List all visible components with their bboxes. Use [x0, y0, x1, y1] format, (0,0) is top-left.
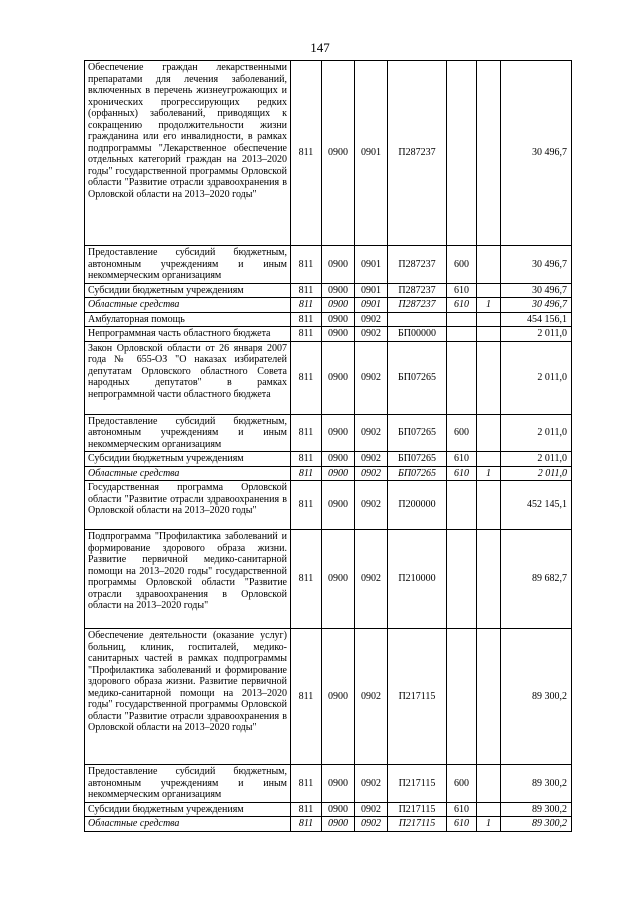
- expense-type-code-cell: 610: [447, 817, 477, 832]
- section-code-cell: 0900: [322, 283, 355, 298]
- row-name-cell: Субсидии бюджетным учреждениям: [85, 283, 291, 298]
- subsection-code-cell: 0902: [355, 312, 388, 327]
- row-name-cell: Непрограммная часть областного бюджета: [85, 327, 291, 342]
- subsection-code-cell: 0902: [355, 765, 388, 803]
- target-article-code-cell: П217115: [388, 817, 447, 832]
- table-row: [85, 246, 572, 284]
- amount-cell: 89 300,2: [501, 802, 572, 817]
- section-code-cell: 0900: [322, 802, 355, 817]
- row-name-cell: Субсидии бюджетным учреждениям: [85, 452, 291, 467]
- funding-source-code-cell: 1: [477, 466, 501, 481]
- target-article-code-cell: БП00000: [388, 327, 447, 342]
- funding-source-code-cell: [477, 341, 501, 414]
- row-name-cell: Предоставление субсидий бюджетным, автономным учреждениям и иным некоммерческим организациям: [85, 246, 291, 284]
- target-article-code-cell: П217115: [388, 629, 447, 765]
- budget-table: [84, 60, 572, 832]
- admin-code-cell: 811: [291, 466, 322, 481]
- target-article-code-cell: БП07265: [388, 414, 447, 452]
- funding-source-code-cell: [477, 481, 501, 530]
- amount-cell: 89 682,7: [501, 530, 572, 629]
- amount-cell: 2 011,0: [501, 414, 572, 452]
- admin-code-cell: 811: [291, 629, 322, 765]
- admin-code-cell: 811: [291, 802, 322, 817]
- subsection-code-cell: 0902: [355, 629, 388, 765]
- subsection-code-cell: 0902: [355, 414, 388, 452]
- table-row: [85, 765, 572, 803]
- row-name-cell: Субсидии бюджетным учреждениям: [85, 802, 291, 817]
- admin-code-cell: 811: [291, 246, 322, 284]
- admin-code-cell: 811: [291, 283, 322, 298]
- admin-code-cell: 811: [291, 817, 322, 832]
- funding-source-code-cell: [477, 765, 501, 803]
- amount-cell: 30 496,7: [501, 283, 572, 298]
- amount-cell: 2 011,0: [501, 341, 572, 414]
- target-article-code-cell: П200000: [388, 481, 447, 530]
- table-row: [85, 452, 572, 467]
- amount-cell: 89 300,2: [501, 629, 572, 765]
- subsection-code-cell: 0902: [355, 327, 388, 342]
- subsection-code-cell: 0902: [355, 817, 388, 832]
- section-code-cell: 0900: [322, 466, 355, 481]
- admin-code-cell: 811: [291, 312, 322, 327]
- target-article-code-cell: П287237: [388, 61, 447, 246]
- table-row: [85, 283, 572, 298]
- table-row: [85, 629, 572, 765]
- section-code-cell: 0900: [322, 481, 355, 530]
- expense-type-code-cell: [447, 61, 477, 246]
- amount-cell: 454 156,1: [501, 312, 572, 327]
- target-article-code-cell: П217115: [388, 802, 447, 817]
- expense-type-code-cell: [447, 327, 477, 342]
- table-row: [85, 341, 572, 414]
- funding-source-code-cell: [477, 530, 501, 629]
- expense-type-code-cell: 600: [447, 246, 477, 284]
- section-code-cell: 0900: [322, 341, 355, 414]
- section-code-cell: 0900: [322, 312, 355, 327]
- row-name-cell: Закон Орловской области от 26 января 2007 года № 655-ОЗ "О наказах избирателей депутатам Орловского областного Совета народных депутатов" в рамках непрограммной части областного бюджета: [85, 341, 291, 414]
- admin-code-cell: 811: [291, 327, 322, 342]
- table-row: [85, 312, 572, 327]
- amount-cell: 452 145,1: [501, 481, 572, 530]
- subsection-code-cell: 0901: [355, 298, 388, 313]
- expense-type-code-cell: [447, 530, 477, 629]
- amount-cell: 30 496,7: [501, 298, 572, 313]
- section-code-cell: 0900: [322, 298, 355, 313]
- amount-cell: 89 300,2: [501, 765, 572, 803]
- subsection-code-cell: 0901: [355, 61, 388, 246]
- expense-type-code-cell: 600: [447, 765, 477, 803]
- admin-code-cell: 811: [291, 298, 322, 313]
- funding-source-code-cell: [477, 246, 501, 284]
- expense-type-code-cell: [447, 481, 477, 530]
- funding-source-code-cell: 1: [477, 817, 501, 832]
- expense-type-code-cell: 610: [447, 298, 477, 313]
- target-article-code-cell: БП07265: [388, 341, 447, 414]
- target-article-code-cell: П210000: [388, 530, 447, 629]
- section-code-cell: 0900: [322, 61, 355, 246]
- section-code-cell: 0900: [322, 817, 355, 832]
- page-number: 147: [310, 40, 330, 55]
- target-article-code-cell: БП07265: [388, 466, 447, 481]
- target-article-code-cell: П287237: [388, 298, 447, 313]
- row-name-cell: Предоставление субсидий бюджетным, автономным учреждениям и иным некоммерческим организациям: [85, 765, 291, 803]
- expense-type-code-cell: 610: [447, 283, 477, 298]
- amount-cell: 2 011,0: [501, 466, 572, 481]
- admin-code-cell: 811: [291, 341, 322, 414]
- funding-source-code-cell: [477, 414, 501, 452]
- row-name-cell: Государственная программа Орловской области "Развитие отрасли здравоохранения в Орловской области на 2013–2020 годы": [85, 481, 291, 530]
- section-code-cell: 0900: [322, 452, 355, 467]
- section-code-cell: 0900: [322, 327, 355, 342]
- admin-code-cell: 811: [291, 530, 322, 629]
- expense-type-code-cell: 600: [447, 414, 477, 452]
- row-name-cell: Амбулаторная помощь: [85, 312, 291, 327]
- funding-source-code-cell: [477, 629, 501, 765]
- target-article-code-cell: БП07265: [388, 452, 447, 467]
- row-name-cell: Областные средства: [85, 817, 291, 832]
- subsection-code-cell: 0902: [355, 341, 388, 414]
- funding-source-code-cell: [477, 452, 501, 467]
- funding-source-code-cell: [477, 283, 501, 298]
- expense-type-code-cell: 610: [447, 802, 477, 817]
- table-row: [85, 530, 572, 629]
- subsection-code-cell: 0902: [355, 530, 388, 629]
- section-code-cell: 0900: [322, 246, 355, 284]
- row-name-cell: Предоставление субсидий бюджетным, автономным учреждениям и иным некоммерческим организациям: [85, 414, 291, 452]
- table-row: [85, 466, 572, 481]
- funding-source-code-cell: [477, 802, 501, 817]
- subsection-code-cell: 0901: [355, 246, 388, 284]
- admin-code-cell: 811: [291, 765, 322, 803]
- section-code-cell: 0900: [322, 765, 355, 803]
- row-name-cell: Областные средства: [85, 298, 291, 313]
- amount-cell: 2 011,0: [501, 452, 572, 467]
- subsection-code-cell: 0902: [355, 802, 388, 817]
- target-article-code-cell: [388, 312, 447, 327]
- table-row: [85, 802, 572, 817]
- expense-type-code-cell: [447, 341, 477, 414]
- funding-source-code-cell: [477, 327, 501, 342]
- target-article-code-cell: П287237: [388, 283, 447, 298]
- funding-source-code-cell: [477, 61, 501, 246]
- subsection-code-cell: 0902: [355, 466, 388, 481]
- section-code-cell: 0900: [322, 414, 355, 452]
- table-row: [85, 61, 572, 246]
- table-row: [85, 327, 572, 342]
- amount-cell: 30 496,7: [501, 246, 572, 284]
- amount-cell: 89 300,2: [501, 817, 572, 832]
- subsection-code-cell: 0901: [355, 283, 388, 298]
- amount-cell: 2 011,0: [501, 327, 572, 342]
- row-name-cell: Подпрограмма "Профилактика заболеваний и формирование здорового образа жизни. Развитие первичной медико-санитарной помощи на 2013–2020 годы" государственной программы Орловской области "Развитие отрасли здравоохранения в Орловской области на 2013–2020 годы": [85, 530, 291, 629]
- funding-source-code-cell: 1: [477, 298, 501, 313]
- subsection-code-cell: 0902: [355, 452, 388, 467]
- section-code-cell: 0900: [322, 629, 355, 765]
- row-name-cell: Обеспечение граждан лекарственными препаратами для лечения заболеваний, включенных в перечень жизнеугрожающих и хронических прогрессирующих редких (орфанных) заболеваний, приводящих к сокращению продолжительности жизни гражданина или его инвалидности, в рамках подпрограммы "Лекарственное обеспечение отдельных категорий граждан на 2013–2020 годы" государственной программы Орловской области "Развитие отрасли здравоохранения в Орловской области на 2013–2020 годы": [85, 61, 291, 246]
- section-code-cell: 0900: [322, 530, 355, 629]
- expense-type-code-cell: [447, 629, 477, 765]
- funding-source-code-cell: [477, 312, 501, 327]
- admin-code-cell: 811: [291, 414, 322, 452]
- admin-code-cell: 811: [291, 61, 322, 246]
- subsection-code-cell: 0902: [355, 481, 388, 530]
- table-body: [85, 61, 572, 832]
- row-name-cell: Областные средства: [85, 466, 291, 481]
- admin-code-cell: 811: [291, 452, 322, 467]
- target-article-code-cell: П217115: [388, 765, 447, 803]
- expense-type-code-cell: [447, 312, 477, 327]
- target-article-code-cell: П287237: [388, 246, 447, 284]
- table-row: [85, 817, 572, 832]
- row-name-cell: Обеспечение деятельности (оказание услуг) больниц, клиник, госпиталей, медико-санитарных частей в рамках подпрограммы "Профилактика заболеваний и формирование здорового образа жизни. Развитие первичной медико-санитарной помощи на 2013–2020 годы" государственной программы Орловской области "Развитие отрасли здравоохранения в Орловской области на 2013–2020 годы": [85, 629, 291, 765]
- expense-type-code-cell: 610: [447, 452, 477, 467]
- admin-code-cell: 811: [291, 481, 322, 530]
- expense-type-code-cell: 610: [447, 466, 477, 481]
- table-row: [85, 414, 572, 452]
- amount-cell: 30 496,7: [501, 61, 572, 246]
- table-row: [85, 481, 572, 530]
- table-row: [85, 298, 572, 313]
